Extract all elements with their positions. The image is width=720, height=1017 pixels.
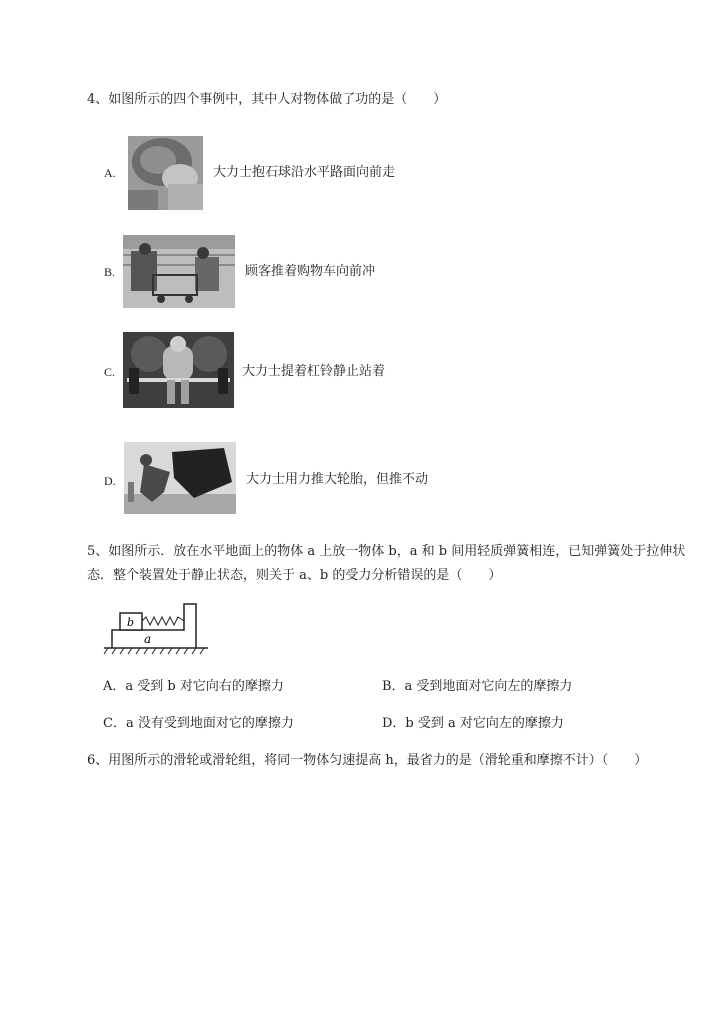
q4-option-d-letter: D. xyxy=(104,474,116,488)
q4-option-b-letter: B. xyxy=(104,265,116,279)
q4-stem: 4、如图所示的四个事例中，其中人对物体做了功的是（ ） xyxy=(87,92,447,107)
block-b-label: b xyxy=(127,616,135,629)
q4-option-a-text: 大力士抱石球沿水平路面向前走 xyxy=(213,165,396,180)
q5-option-b: B．a 受到地面对它向左的摩擦力 xyxy=(382,679,573,694)
q4-option-b-text: 顾客推着购物车向前冲 xyxy=(245,264,376,279)
q5-option-a: A．a 受到 b 对它向右的摩擦力 xyxy=(103,679,284,694)
q5-stem-line2: 态．整个装置处于静止状态，则关于 a、b 的受力分析错误的是（ ） xyxy=(87,568,502,583)
q6-stem: 6、用图所示的滑轮或滑轮组，将同一物体匀速提高 h，最省力的是（滑轮重和摩擦不计）（ ） xyxy=(87,753,648,768)
spring-blocks-diagram xyxy=(100,600,212,660)
strongman-stone-ball-photo xyxy=(128,136,203,210)
barbell-lifter-photo xyxy=(123,332,234,408)
q5-option-c: C．a 没有受到地面对它的摩擦力 xyxy=(103,716,294,731)
q4-option-a-letter: A. xyxy=(104,166,116,180)
q5-option-d: D．b 受到 a 对它向左的摩擦力 xyxy=(382,716,564,731)
tire-push-photo xyxy=(124,442,236,514)
shopping-cart-photo xyxy=(123,235,235,308)
q4-option-d-text: 大力士用力推大轮胎，但推不动 xyxy=(246,472,429,487)
q4-option-c-letter: C. xyxy=(104,365,116,379)
q4-option-c-text: 大力士提着杠铃静止站着 xyxy=(242,364,386,379)
q5-stem-line1: 5、如图所示．放在水平地面上的物体 a 上放一物体 b，a 和 b 间用轻质弹簧相连，已知弹簧处于拉伸状 xyxy=(87,544,686,559)
block-a-label: a xyxy=(144,632,152,646)
